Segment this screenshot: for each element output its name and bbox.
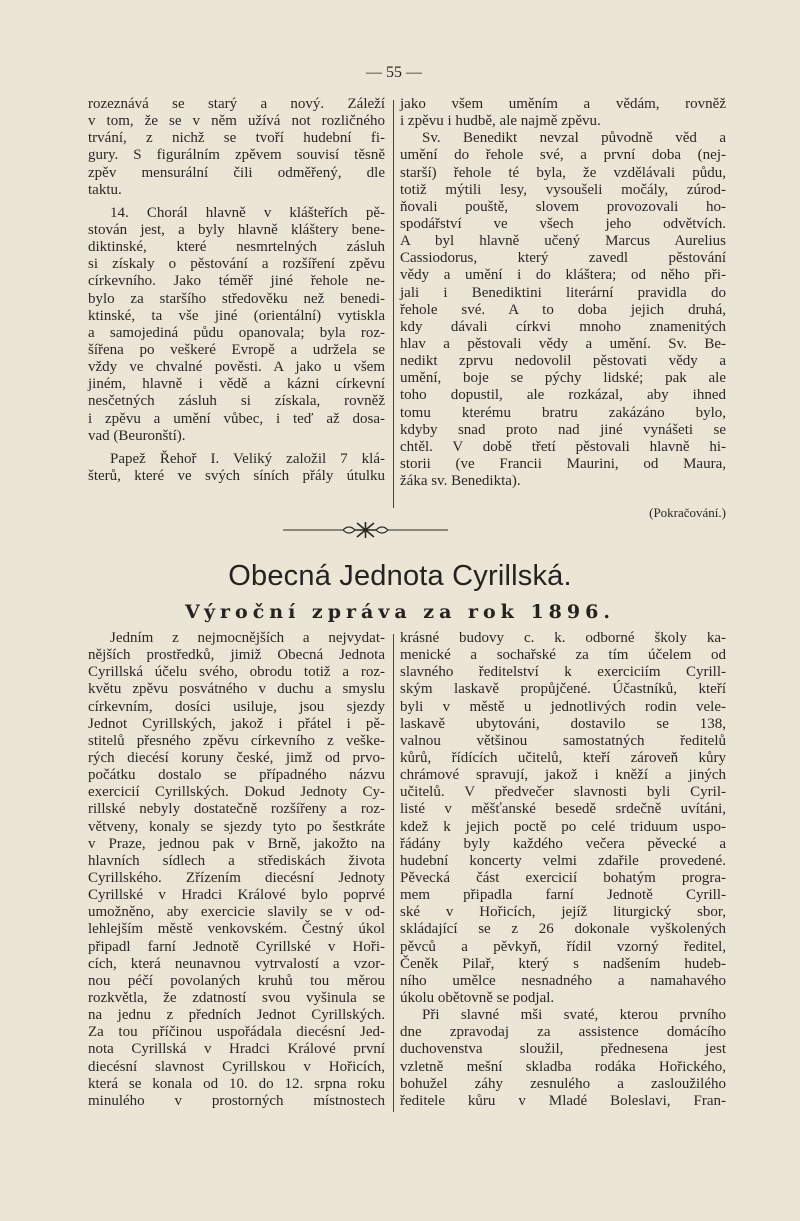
text-line: Sv. Benedikt nevzal původně věd a xyxy=(422,130,726,147)
text-line: vad (Beuronští). xyxy=(88,427,186,444)
text-line: kdy dávali církvi mnoho znamenitých xyxy=(400,318,726,335)
text-line: žáka sv. Benedikta). xyxy=(400,473,521,490)
text-line: pěvců a pěvkyň, řídil vzorný ředitel, xyxy=(400,938,726,955)
text-line: i zpěvu i hudbě, ale najmě zpěvu. xyxy=(400,113,601,130)
text-line: v Praze, jednou pak v Brně, jakožto na xyxy=(88,835,385,852)
text-line: řádány byly každého večera pěvecké a xyxy=(400,835,726,852)
text-line: v tom, že se v něm užívá not rozličného xyxy=(88,113,385,130)
text-line: kdež k jejich poctě po celé triduum uspo- xyxy=(400,818,726,835)
text-line: jiném, hlavně i vědě a kázni církevní xyxy=(88,376,385,393)
column-divider xyxy=(393,634,394,1112)
text-line: umění do řehole své, a první doba (nej- xyxy=(400,147,726,164)
text-line: počátku dostalo se případného názvu xyxy=(88,767,385,784)
text-line: nota Cyrillská v Hradci Králové první xyxy=(88,1041,385,1058)
text-line: mem připadla farní Jednotě Cyrill- xyxy=(400,887,726,904)
text-line: dne zpravodaj za assistence domácího xyxy=(400,1024,726,1041)
text-line: nesčetných zásluh si získala, rovněž xyxy=(88,393,385,410)
text-line: vždy ve chvalné pověsti. A jako u všem xyxy=(88,359,385,376)
text-line: menické a sochařské za tím účelem od xyxy=(400,647,726,664)
text-line: ňovali pouště, slovem provozovali ho- xyxy=(400,198,726,215)
text-line: Čeněk Pilař, který s nadšením hudeb- xyxy=(400,955,726,972)
text-line: vědy a umění i do kláštera; od něho při- xyxy=(400,267,726,284)
text-line: krásné budovy c. k. odborné školy ka- xyxy=(400,630,726,646)
text-line: umožněno, aby exercicie slavily se v od- xyxy=(88,904,385,921)
text-line: trvání, z nichž se tvoří hudební fi- xyxy=(88,130,385,147)
text-line: stitelů přesného zpěvu církevního z veške- xyxy=(88,732,385,749)
paragraph xyxy=(88,451,385,485)
text-line: jali i Benediktini literární pravidla do xyxy=(400,284,726,301)
text-line: kdyby snad proto nad jiné vynášeti se xyxy=(400,421,726,438)
paragraph xyxy=(88,96,385,199)
text-line: taktu. xyxy=(88,181,122,198)
text-line: laskavě ubytováni, dostavilo se 138, xyxy=(400,715,726,732)
text-line: učitelů. V předvečer slavnosti byli Cyril- xyxy=(400,784,726,801)
text-line: spodářství ve všech jeho odvětvích. xyxy=(400,215,726,232)
text-line: Cyrillského. Zřízením diecésní Jednoty xyxy=(88,869,385,886)
paragraph xyxy=(400,630,726,1007)
text-line: ktinské, ta vše jiné (orientální) vytiskla xyxy=(88,307,385,324)
text-line: Cassiodorus, který zavedl pěstování xyxy=(400,250,726,267)
text-line: jako všem uměním a vědám, rovněž xyxy=(400,96,726,112)
bottom-left-column xyxy=(88,630,385,1116)
text-line: ské v Hořicích, jejíž liturgický sbor, xyxy=(400,904,726,921)
text-line: minulého v prostorných místnostech xyxy=(88,1092,385,1109)
text-line: hlav a pěstovali vědy a umění. Sv. Be- xyxy=(400,335,726,352)
text-line: rozeznává se starý a nový. Záleží xyxy=(88,96,385,112)
continued-note: (Pokračování.) xyxy=(649,505,726,520)
text-line: diktinské, které nesmrtelných zásluh xyxy=(88,239,385,256)
text-line: cích, která neunavnou vytrvalostí a vzor- xyxy=(88,955,385,972)
top-right-column xyxy=(400,96,726,496)
text-line: toho dopustil, ale rozkázal, aby ihned xyxy=(400,387,726,404)
text-line: stován jest, a byly hlavně kláštery bene- xyxy=(88,221,385,238)
text-line: chrámové spravují, jakož i kněží a jiných xyxy=(400,767,726,784)
text-line: duchovenstva sloužil, přednesena jest xyxy=(400,1041,726,1058)
text-line: šterů, které ve svých síních přály útulku xyxy=(88,467,385,484)
text-line: totiž mýtili lesy, vysoušeli močály, zúrod- xyxy=(400,181,726,198)
text-line: úkolu obětovně se podjal. xyxy=(400,989,555,1006)
text-line: umění, boje se pýchy lidské; pak ale xyxy=(400,370,726,387)
text-line: Při slavné mši svaté, kterou prvního xyxy=(422,1007,726,1024)
text-line: připadl farní Jednotě Cyrillské v Hoři- xyxy=(88,938,385,955)
paragraph xyxy=(88,205,385,445)
text-line: Jedním z nejmocnějších a nejvydat- xyxy=(110,630,385,646)
ornament-divider xyxy=(283,520,448,540)
text-line: Jednot Cyrillských, jakož i přátel i pě- xyxy=(88,715,385,732)
text-line: storii (ve Francii Maurini, od Maura, xyxy=(400,455,726,472)
paragraph xyxy=(88,630,385,1110)
article-subtitle: Výroční zpráva za rok 1896. xyxy=(185,601,615,623)
text-line: si získaly o pěstování a rozšíření zpěvu xyxy=(88,256,385,273)
text-line: ským laskavě propůjčené. Účastníků, kteří xyxy=(400,681,726,698)
text-line: rozkvětla, že zdatností svou vyšinula se xyxy=(88,989,385,1006)
text-line: Cyrillská účelu svého, obrodu totiž a roz- xyxy=(88,664,385,681)
text-line: listé v měšťanské besedě srdečně uvítáni, xyxy=(400,801,726,818)
text-line: A byl hlavně učený Marcus Aurelius xyxy=(400,233,726,250)
page-number: — 55 — xyxy=(366,64,422,81)
text-line: lehlejším městě venkovském. Čestný úkol xyxy=(88,921,385,938)
text-line: Papež Řehoř I. Veliký založil 7 klá- xyxy=(110,450,385,467)
article-title: Obecná Jednota Cyrillská. xyxy=(228,560,572,592)
text-line: bohužel záhy zesnulého a zasloužilého xyxy=(400,1075,726,1092)
text-line: kůrů, řídících učitelů, kteří zároveň kůry xyxy=(400,749,726,766)
text-line: církevního. Jako téměř jiné řehole ne- xyxy=(88,273,385,290)
paragraph xyxy=(400,1007,726,1110)
text-line: která se konala od 10. do 12. srpna roku xyxy=(88,1075,385,1092)
text-line: nějších prostředků, jimiž Obecná Jednota xyxy=(88,647,385,664)
top-left-column xyxy=(88,96,385,491)
text-line: tomu kterému bratru zakázáno bylo, xyxy=(400,404,726,421)
text-line: květu zpěvu posvátného v duchu a smyslu xyxy=(88,681,385,698)
text-line: byli v městě u jednotlivých rodin vele- xyxy=(400,698,726,715)
text-line: chtěl. V době třetí pěstovali hlavně hi- xyxy=(400,438,726,455)
text-line: 14. Chorál hlavně v klášteřích pě- xyxy=(110,204,385,221)
text-line: hudební koncerty velmi zdařile provedené. xyxy=(400,852,726,869)
text-line: větveny, konaly se sjezdy tyto po šestkráte xyxy=(88,818,385,835)
text-line: Pěvecká část exercicií bohatým progra- xyxy=(400,869,726,886)
text-line: gury. S figurálním zpěvem souvisí těsně xyxy=(88,147,385,164)
text-line: exercicií Cyrillských. Dokud Jednoty Cy- xyxy=(88,784,385,801)
paragraph xyxy=(400,130,726,490)
paragraph xyxy=(400,96,726,130)
text-line: nedikt zprvu nedovolil pěstovati vědy a xyxy=(400,353,726,370)
text-line: řehole své. A to doba jejich druhá, xyxy=(400,301,726,318)
text-line: diecésní slavnost Cyrillskou v Hořicích, xyxy=(88,1058,385,1075)
text-line: hlavních sídlech a střediskách života xyxy=(88,852,385,869)
text-line: zpěv mensurální čili odměřený, dle xyxy=(88,164,385,181)
column-divider xyxy=(393,100,394,508)
text-line: starší) řehole té byla, že vzdělávali půdu, xyxy=(400,164,726,181)
bottom-right-column xyxy=(400,630,726,1116)
text-line: šířena po veškeré Evropě a udržela se xyxy=(88,341,385,358)
text-line: i zpěvu a umění vůbec, i teď až dosa- xyxy=(88,410,385,427)
text-line: na jednu z předních Jednot Cyrillských. xyxy=(88,1007,385,1024)
text-line: vzletně mešní skladba rodáka Hořického, xyxy=(400,1058,726,1075)
text-line: nou péčí povolaných kruhů tou měrou xyxy=(88,972,385,989)
text-line: rých diecésí koruny české, jimž od prvo- xyxy=(88,749,385,766)
text-line: Za tou příčinou uspořádala diecésní Jed- xyxy=(88,1024,385,1041)
text-line: skládající se z 26 dokonale vyškolených xyxy=(400,921,726,938)
text-line: valnou většinou samostatných ředitelů xyxy=(400,732,726,749)
text-line: Cyrillské v Hradci Králové bylo poprvé xyxy=(88,887,385,904)
text-line: ředitele kůru v Mladé Boleslavi, Fran- xyxy=(400,1092,726,1109)
text-line: bylo za staršího středověku než benedi- xyxy=(88,290,385,307)
text-line: církevním, dosíci usiluje, jsou sjezdy xyxy=(88,698,385,715)
text-line: slavného ředitelství k exerciciím Cyrill- xyxy=(400,664,726,681)
text-line: rillské nebyly dostatečně rozšířeny a roz- xyxy=(88,801,385,818)
text-line: ního umělce nesnadného a namahavého xyxy=(400,972,726,989)
text-line: a samojediná půdu opanovala; byla roz- xyxy=(88,324,385,341)
